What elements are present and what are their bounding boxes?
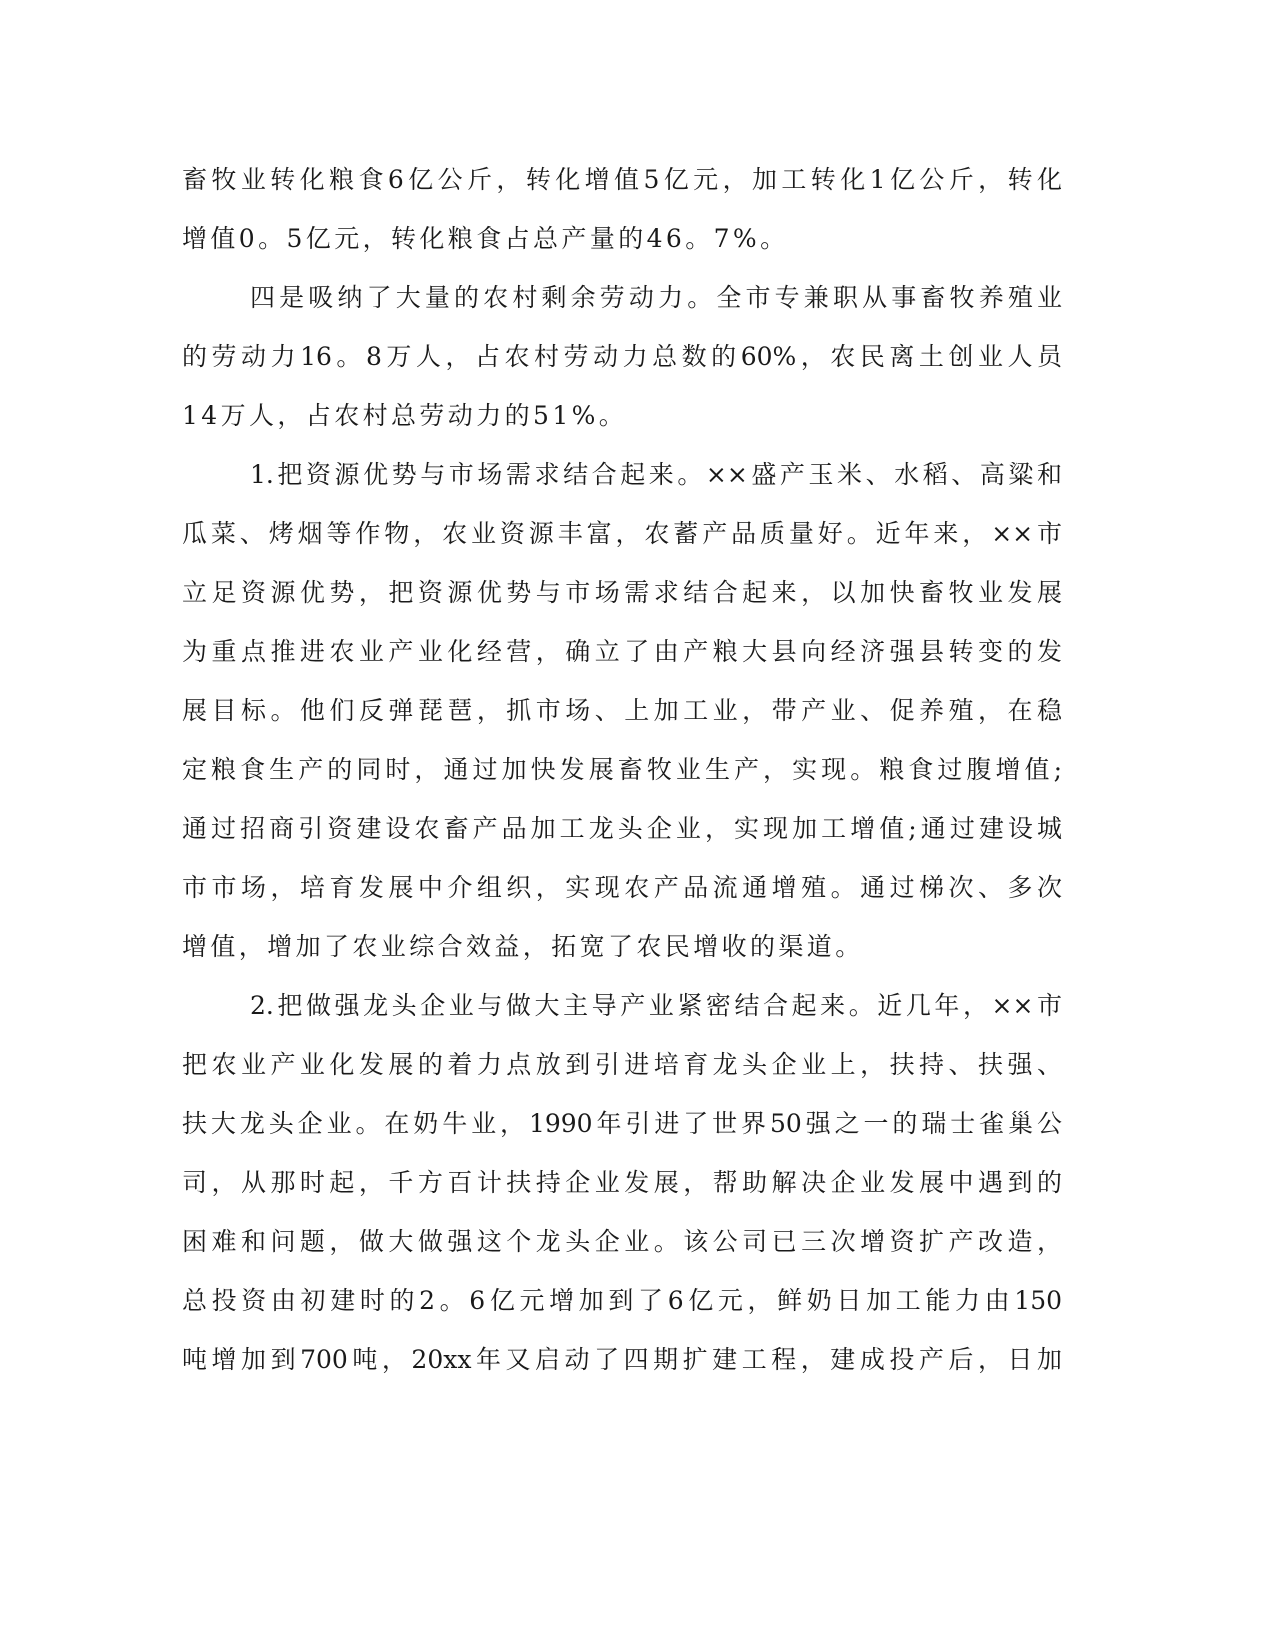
text-line: 为重点推进农业产业化经营，确立了由产粮大县向经济强县转变的发 (182, 637, 1062, 666)
text-line: 瓜菜、烤烟等作物，农业资源丰富，农蓄产品质量好。近年来，××市 (182, 519, 1062, 548)
text-line: 总投资由初建时的2。6亿元增加到了6亿元，鲜奶日加工能力由150 (182, 1286, 1062, 1315)
paragraph-first-line: 四是吸纳了大量的农村剩余劳动力。全市专兼职从事畜牧养殖业 (250, 283, 1062, 312)
text-line: 的劳动力16。8万人，占农村劳动力总数的60%，农民离土创业人员 (182, 342, 1062, 371)
text-line: 通过招商引资建设农畜产品加工龙头企业，实现加工增值;通过建设城 (182, 814, 1062, 843)
text-line: 吨增加到700吨，20xx年又启动了四期扩建工程，建成投产后，日加 (182, 1345, 1062, 1374)
text-line: 畜牧业转化粮食6亿公斤，转化增值5亿元，加工转化1亿公斤，转化 (182, 165, 1062, 194)
text-line: 增值，增加了农业综合效益，拓宽了农民增收的渠道。 (182, 932, 864, 961)
text-line: 增值0。5亿元，转化粮食占总产量的46。7%。 (182, 224, 789, 253)
text-line: 14万人，占农村总劳动力的51%。 (182, 401, 628, 430)
paragraph-first-line: 2.把做强龙头企业与做大主导产业紧密结合起来。近几年，××市 (250, 991, 1062, 1020)
text-line: 定粮食生产的同时，通过加快发展畜牧业生产，实现。粮食过腹增值; (182, 755, 1062, 784)
text-line: 市市场，培育发展中介组织，实现农产品流通增殖。通过梯次、多次 (182, 873, 1062, 902)
text-line: 立足资源优势，把资源优势与市场需求结合起来，以加快畜牧业发展 (182, 578, 1062, 607)
text-line: 司，从那时起，千方百计扶持企业发展，帮助解决企业发展中遇到的 (182, 1168, 1062, 1197)
text-line: 把农业产业化发展的着力点放到引进培育龙头企业上，扶持、扶强、 (182, 1050, 1062, 1079)
text-line: 扶大龙头企业。在奶牛业，1990年引进了世界50强之一的瑞士雀巢公 (182, 1109, 1062, 1138)
text-line: 展目标。他们反弹琵琶，抓市场、上加工业，带产业、促养殖，在稳 (182, 696, 1062, 725)
text-line: 困难和问题，做大做强这个龙头企业。该公司已三次增资扩产改造， (182, 1227, 1062, 1256)
paragraph-first-line: 1.把资源优势与市场需求结合起来。××盛产玉米、水稻、高粱和 (250, 460, 1062, 489)
